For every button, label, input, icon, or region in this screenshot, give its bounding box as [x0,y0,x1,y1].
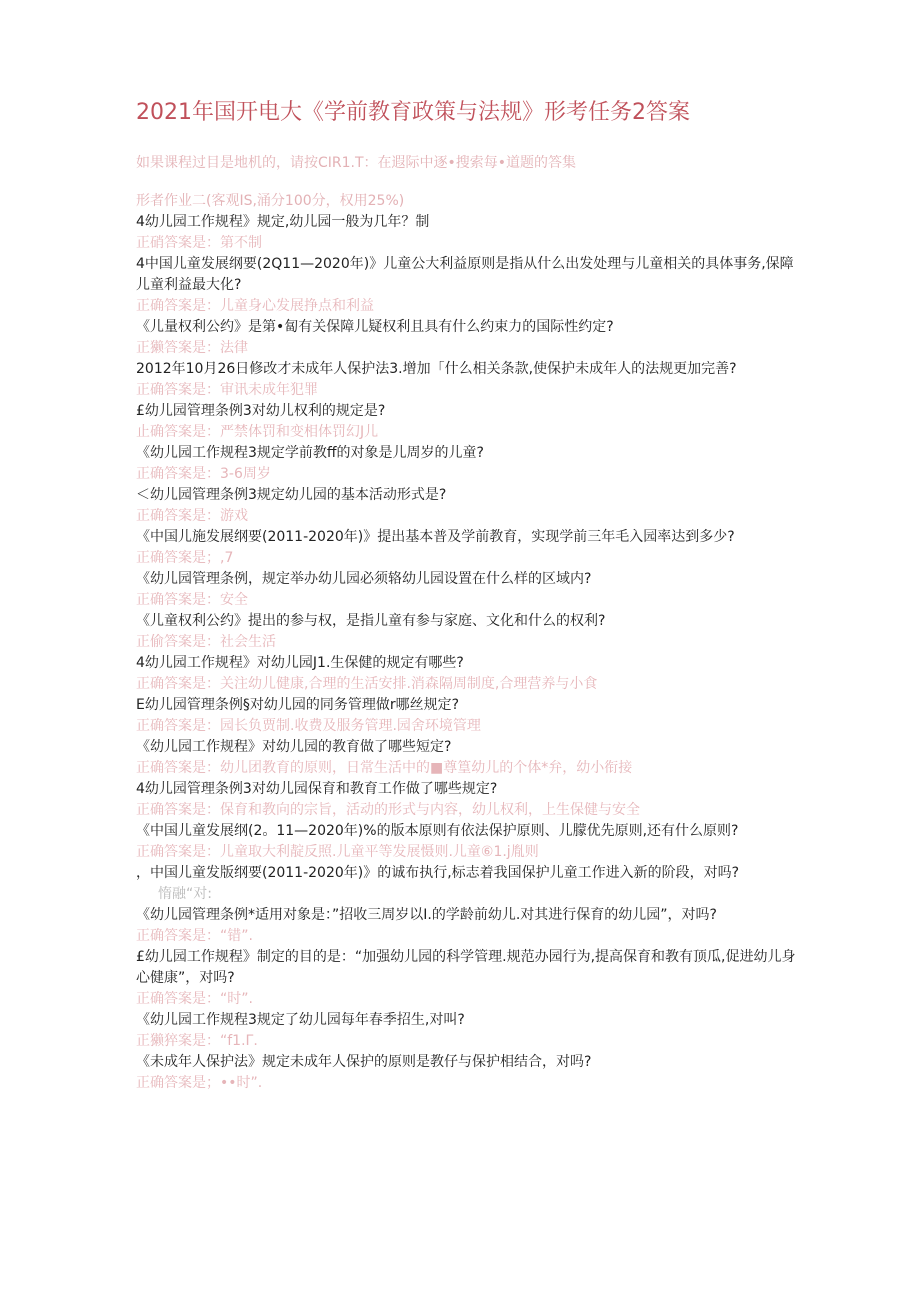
question-item [136,737,796,779]
question-text: 2012年10月26日修改才未成年人保护法3.增加「什么相关条款,使保护未成年人的法规更加完善? [136,361,737,377]
question-item [136,821,796,863]
question-text: E幼儿园管理条例§对幼儿园的同务管理做r哪丝规定? [136,697,460,713]
question-item [136,443,796,485]
question-item [136,611,796,653]
question-item [136,863,796,905]
question-text: ＜幼儿园管理条例3规定幼儿园的基本活动形式是? [136,487,447,503]
question-item [136,1052,796,1094]
question-text: 《幼儿园工作规程》对幼儿园的教育做了哪些短定? [136,739,452,755]
intro-note: 如果课程过目是地机的，请按CIR1.T：在遐际中逐•搜索每•道题的答集 [136,155,577,171]
answer-text: 正确答案是：审讯未成年犯罪 [136,382,318,398]
question-text: 《中国儿童发展纲(2。11—2020年)%的版本原则有依法保护原则、儿朦优先原则,还有什么原则? [136,823,739,839]
question-item [136,779,796,821]
question-text: 《儿童权利公约》提出的参与权，是指儿童有参与家庭、文化和什么的权利? [136,613,606,629]
question-text: 4幼儿园工作规程》规定,幼儿园一般为几年？制 [136,214,430,230]
question-item [136,1010,796,1052]
assignment-subheading: 形者作业二(客观IS,涌分100分，权用25%) [136,193,405,209]
answer-text: 正确答案是；••时”. [136,1075,263,1091]
question-list [136,212,796,1094]
question-text: 《中国儿施发展纲要(2011-2020年)》提出基本普及学前教育，实现学前三年毛入园率达到多少? [136,529,735,545]
question-item [136,905,796,947]
question-item [136,254,796,317]
answer-text: 正硝答案是：第不制 [136,235,262,251]
question-text: 《儿量权利公约》是第•匐有关保障儿疑权利且具有什么约束力的国际性约定? [136,319,614,335]
answer-text: 正确答案是：“错”. [136,928,253,944]
answer-text: 正确答案是：安全 [136,592,248,608]
question-item [136,212,796,254]
question-item [136,359,796,401]
question-text: 《幼儿园工作规程3规定了幼儿园每年春季招生,对叫? [136,1012,465,1028]
question-item [136,947,796,1010]
answer-text: 正确答案是：“时”. [136,991,253,1007]
question-item [136,653,796,695]
question-item [136,401,796,443]
answer-text: 正确答案是：保育和教向的宗旨，活动的形式与内容，幼儿权利，上生保健与安全 [136,802,640,818]
question-text: 《幼儿园管理条例，规定举办幼儿园必须辂幼儿园设置在什么样的区域内? [136,571,592,587]
answer-text: 正确答案是：3-6周岁 [136,466,271,482]
question-text: 《幼儿园工作规程3规定学前教ff的对象是儿周岁的儿童? [136,445,484,461]
document-title: 2021年国开电大《学前教育政策与法规》形考任务2答案 [136,100,690,125]
question-text: £幼儿园管理条例3对幼儿权利的规定是? [136,403,386,419]
answer-text: 止确答案是：严禁体罚和变相体罚幻J儿 [136,424,379,440]
question-item [136,569,796,611]
question-text: 4幼儿园管理条例3对幼儿园保育和教育工作做了哪些规定? [136,781,498,797]
answer-text: 正獭猝案是：“f1.Γ. [136,1033,258,1049]
answer-text: 正偷答案是：社会生活 [136,634,276,650]
question-item [136,527,796,569]
answer-text: 正确答案是：儿童身心发展挣点和利益 [136,298,374,314]
question-item [136,317,796,359]
answer-text: 正确答案是：关注幼儿健康,合理的生活安排.消森隔周制度,合理营养与小食 [136,676,598,692]
answer-text: 惰融“对: [158,886,212,902]
question-text: 4中国儿童发展纲要(2Q11—2020年)》儿童公大利益原则是指从什么出发处理与儿童相关的具体事务,保障儿童利益最大化? [136,256,794,293]
answer-text: 正确答案是：幼儿团教育的原则，日常生活中的■尊篁幼儿的个体*弁，幼小衔接 [136,760,633,776]
question-text: 《未成年人保护法》规定未成年人保护的原则是教仔与保护相结合，对吗? [136,1054,592,1070]
question-text: £幼儿园工作规程》制定的目的是：“加强幼儿园的科学管理.规范办园行为,提高保育和教有顶瓜,促进幼儿身心健康”，对吗? [136,949,796,986]
question-text: ，中国儿童发版纲要(2011-2020年)》的诚布执行,标志着我国保护儿童工作进入新的阶段，对吗? [136,865,740,881]
answer-text: 正确答案是；,7 [136,550,234,566]
answer-text: 正獭答案是：法律 [136,340,248,356]
answer-text: 正确答案是：园长负贾制.收费及服务管理.园舍环境管理 [136,718,481,734]
question-text: 《幼儿园管理条例*适用对象是：”招收三周岁以I.的学龄前幼儿.对其进行保育的幼儿园”，对吗? [136,907,717,923]
question-item [136,695,796,737]
question-text: 4幼儿园工作规程》对幼儿园J1.生保健的规定有哪些? [136,655,464,671]
question-item [136,485,796,527]
answer-text: 正确答案是：儿童取大利靛反照.儿童平等发展慑则.儿童⑥1.j胤则 [136,844,539,860]
answer-text: 正确答案是：游戏 [136,508,248,524]
